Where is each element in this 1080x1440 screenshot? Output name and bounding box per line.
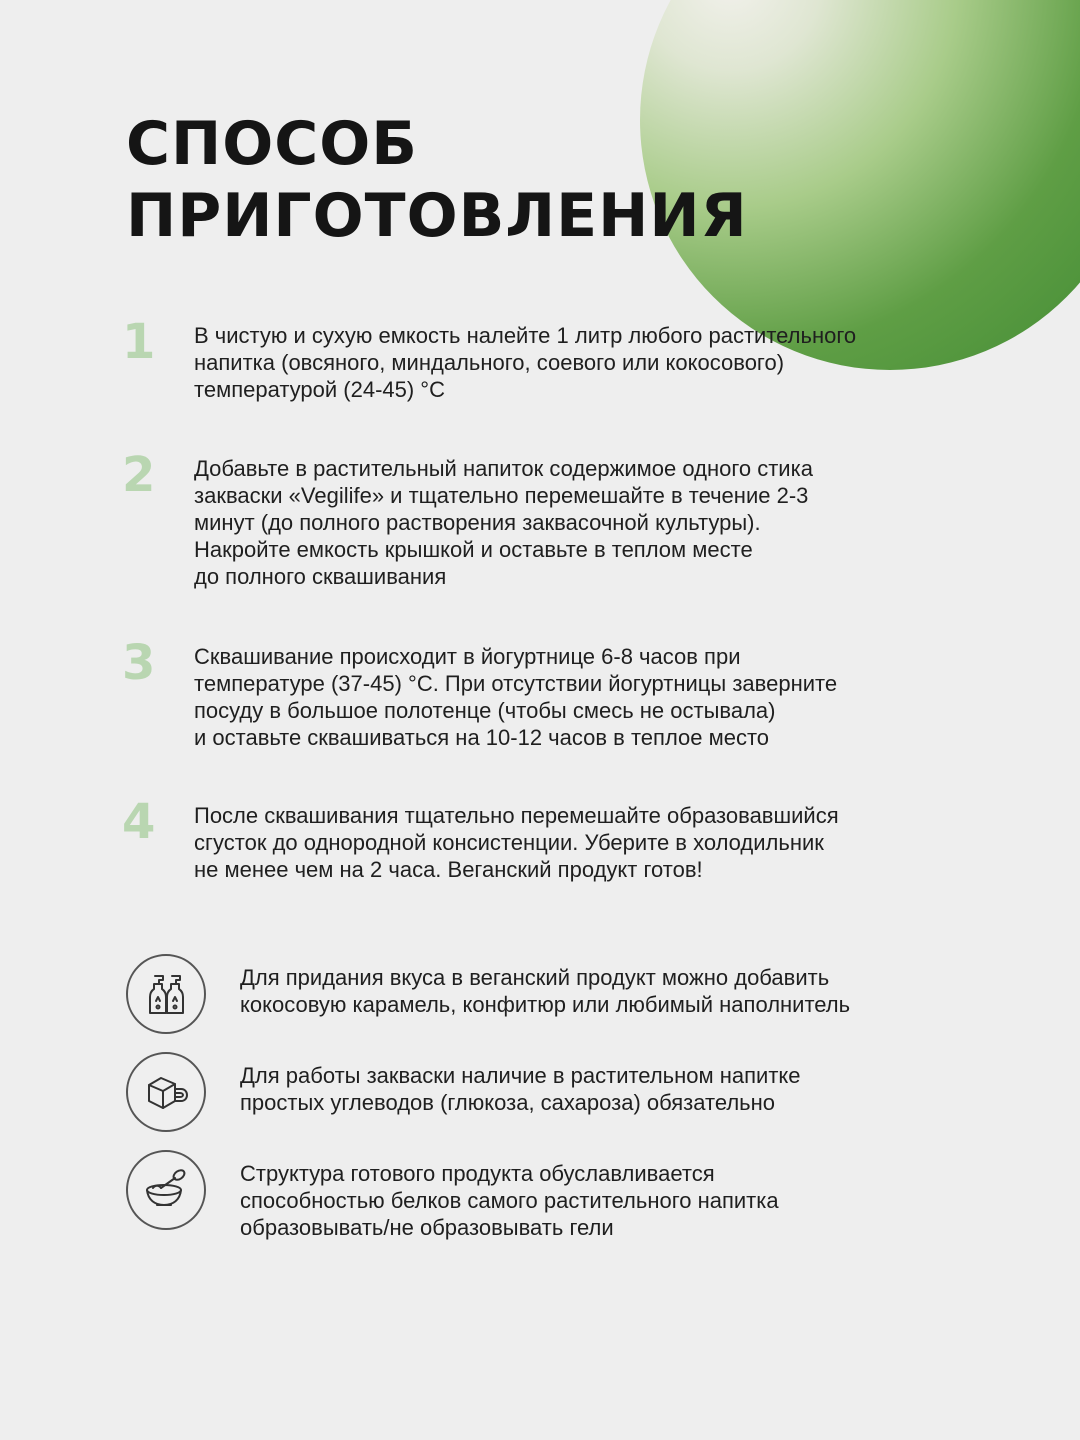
step-4	[120, 794, 980, 883]
tip-text: Для придания вкуса в веганский продукт можно добавить кокосовую карамель, конфитюр или любимый наполнитель	[240, 965, 851, 1017]
page-title-line-1: СПОСОБ	[126, 109, 419, 179]
step-number: 2	[122, 447, 156, 503]
page-title-line-2: ПРИГОТОВЛЕНИЯ	[126, 181, 748, 251]
step-text: После сквашивания тщательно перемешайте образовавшийся сгусток до однородной консистенции. Уберите в холодильник не менее чем на 2 часа. Веганский продукт готов!	[194, 803, 839, 882]
step-text: В чистую и сухую емкость налейте 1 литр любого растительного напитка (овсяного, миндального, соевого или кокосового) температурой (24-45) °С	[194, 323, 857, 402]
step-text: Сквашивание происходит в йогуртнице 6-8 часов при температуре (37-45) °С. При отсутствии йогуртницы заверните посуду в большое полотенце (чтобы смесь не остывала) и оставьте сквашиваться на 10-12 часов в теплое место	[194, 644, 838, 750]
tip-text: Структура готового продукта обуславливается способностью белков самого растительного напитка образовывать/не образовывать гели	[240, 1161, 779, 1240]
bottles-icon	[126, 954, 206, 1034]
step-3	[120, 635, 980, 751]
step-1	[120, 314, 980, 403]
tip-text: Для работы закваски наличие в растительном напитке простых углеводов (глюкоза, сахароза) обязательно	[240, 1063, 801, 1115]
step-text: Добавьте в растительный напиток содержимое одного стика закваски «Vegilife» и тщательно перемешайте в течение 2-3 минут (до полного растворения заквасочной культуры). Накройте емкость крышкой и оставьте в теплом месте до полного сквашивания	[194, 456, 813, 589]
bowl-spoon-icon	[126, 1150, 206, 1230]
step-number: 3	[122, 635, 156, 691]
step-2	[120, 447, 980, 590]
page-title	[126, 108, 748, 252]
tip-flavor	[126, 954, 986, 1018]
step-number: 1	[122, 314, 156, 370]
sugar-cube-icon	[126, 1052, 206, 1132]
step-number: 4	[122, 794, 156, 850]
tip-carbohydrates	[126, 1052, 986, 1116]
tip-structure	[126, 1150, 986, 1241]
